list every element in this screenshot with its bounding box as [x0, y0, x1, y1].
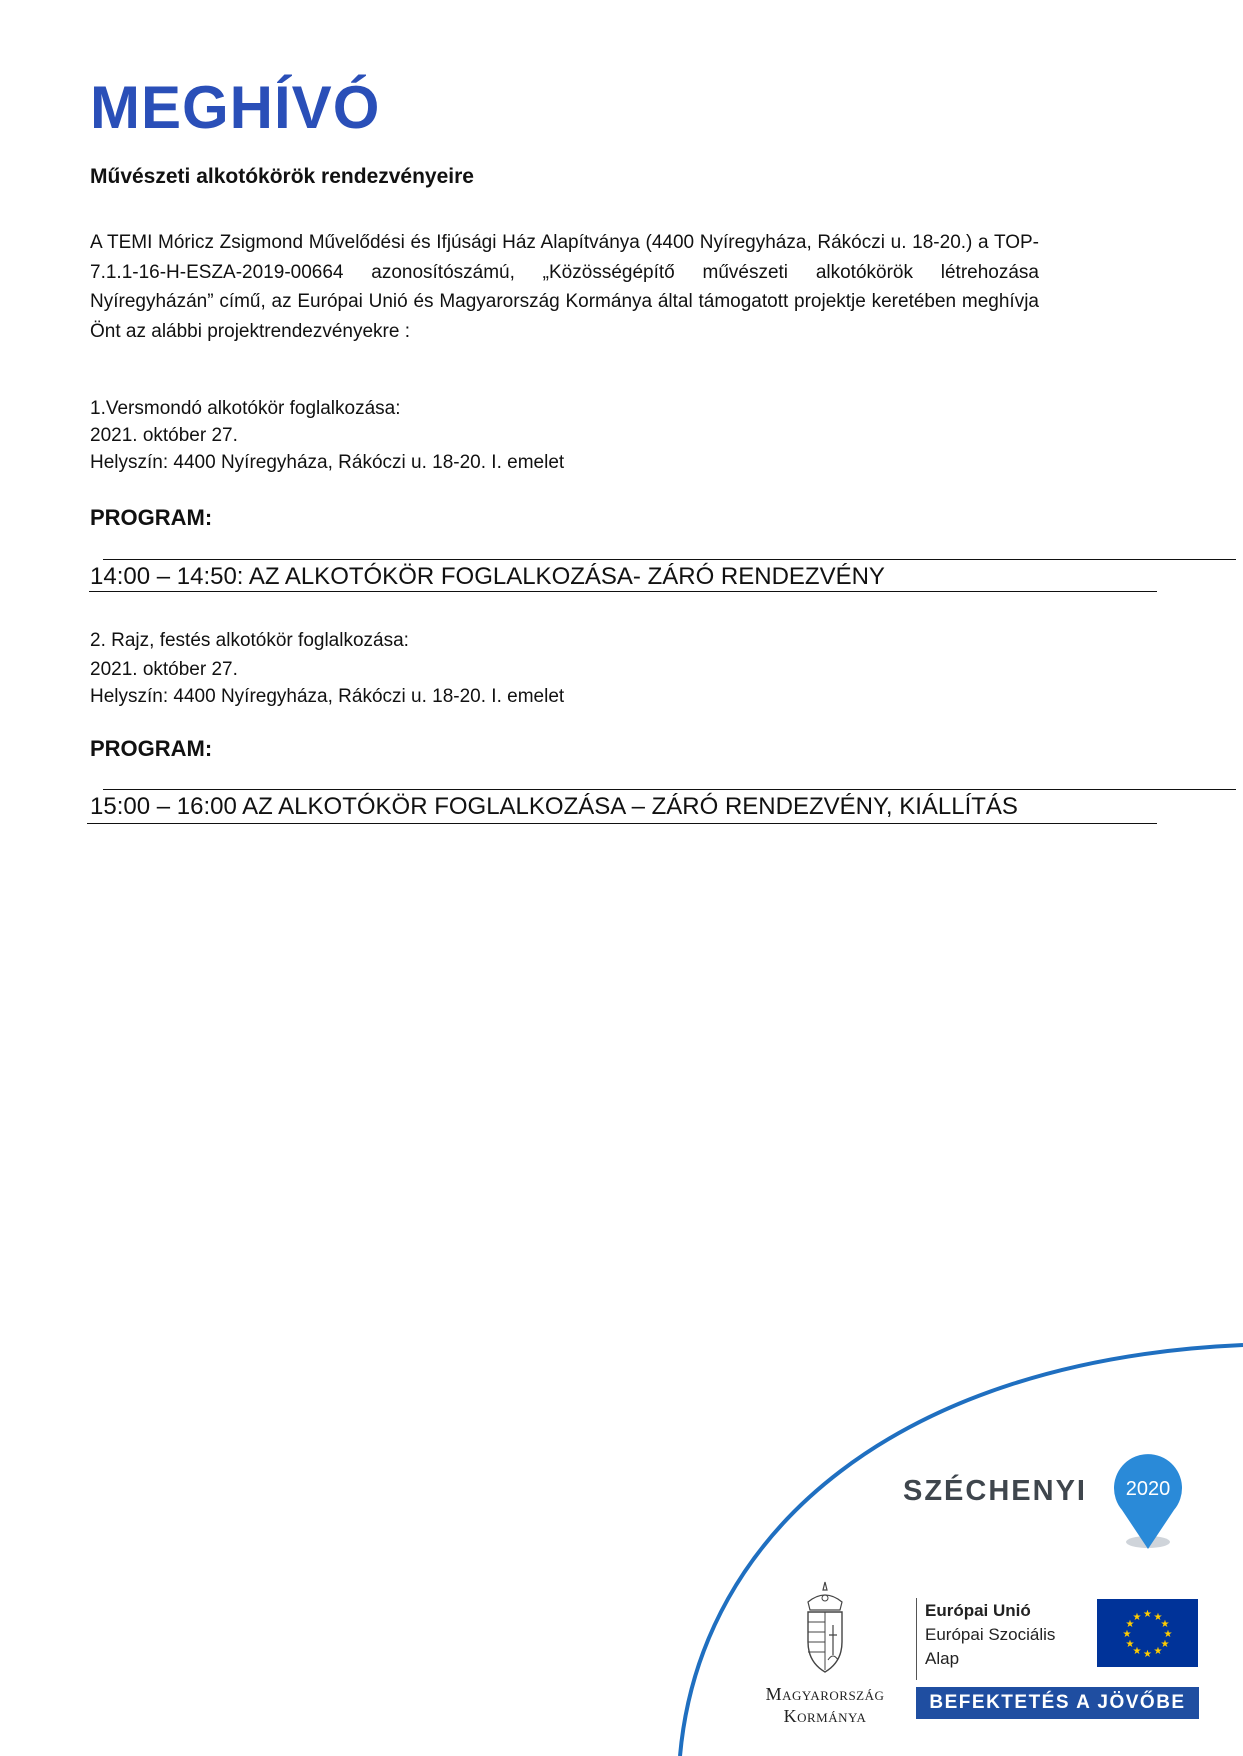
- eu-line-3: Alap: [925, 1649, 960, 1668]
- szechenyi-pin-icon: [1108, 1454, 1188, 1554]
- event-2-program-label: PROGRAM:: [90, 736, 213, 761]
- svg-text:★: ★: [1125, 1639, 1135, 1650]
- event-2-top-rule: [103, 789, 1236, 790]
- government-line-1: Magyarország: [765, 1684, 885, 1704]
- svg-text:★: ★: [1132, 1646, 1142, 1657]
- svg-text:★: ★: [1163, 1629, 1173, 1640]
- page-subtitle: Művészeti alkotókörök rendezvényeire: [90, 165, 474, 188]
- eu-line-1: Európai Unió: [925, 1601, 1031, 1620]
- svg-text:★: ★: [1153, 1612, 1163, 1623]
- event-1-heading: 1.Versmondó alkotókör foglalkozása:: [90, 398, 401, 419]
- event-2-heading: 2. Rajz, festés alkotókör foglalkozása:: [90, 630, 409, 651]
- event-1-date: 2021. október 27.: [90, 425, 238, 446]
- event-1-bottom-rule: [89, 591, 1157, 592]
- svg-text:★: ★: [1153, 1646, 1163, 1657]
- intro-paragraph: A TEMI Móricz Zsigmond Művelődési és Ifjúsági Ház Alapítványa (4400 Nyíregyháza, Rákóczi u. 18-20.) a TOP-7.1.1-16-H-ESZA-2019-00664 azonosítószámú, „Közösségépítő művészeti alkotókörök létrehozása Nyíregyházán” című, az Európai Unió és Magyarország Kormánya által támogatott projektje keretében meghívja Önt az alábbi projektrendezvényekre :: [90, 232, 1039, 342]
- svg-text:★: ★: [1122, 1629, 1132, 1640]
- government-line-2: Kormánya: [783, 1706, 867, 1726]
- event-1-top-rule: [103, 559, 1236, 560]
- government-logo-text: [750, 1683, 900, 1727]
- eu-text-block: [925, 1599, 1055, 1671]
- eu-flag-icon: [1097, 1599, 1198, 1667]
- event-2-location: Helyszín: 4400 Nyíregyháza, Rákóczi u. 18-20. I. emelet: [90, 686, 565, 707]
- hungarian-coat-of-arms-icon: [800, 1580, 850, 1680]
- svg-text:★: ★: [1160, 1619, 1170, 1630]
- event-2-program: 15:00 – 16:00 AZ ALKOTÓKÖR FOGLALKOZÁSA – ZÁRÓ RENDEZVÉNY, KIÁLLÍTÁS: [90, 793, 1018, 820]
- svg-text:★: ★: [1143, 1609, 1152, 1620]
- eu-divider: [916, 1598, 917, 1680]
- event-1-program-label: PROGRAM:: [90, 505, 213, 530]
- event-1-program: 14:00 – 14:50: AZ ALKOTÓKÖR FOGLALKOZÁSA- ZÁRÓ RENDEZVÉNY: [90, 563, 885, 590]
- eu-line-2: Európai Szociális: [925, 1625, 1056, 1644]
- svg-text:★: ★: [1125, 1619, 1135, 1630]
- event-2-date: 2021. október 27.: [90, 659, 238, 680]
- szechenyi-logo-text: SZÉCHENYI: [903, 1475, 1087, 1507]
- svg-text:★: ★: [1143, 1649, 1152, 1660]
- event-2-bottom-rule: [87, 823, 1157, 824]
- szechenyi-year: 2020: [1125, 1478, 1171, 1500]
- investing-in-future-banner: BEFEKTETÉS A JÖVŐBE: [916, 1687, 1199, 1719]
- svg-text:★: ★: [1132, 1612, 1142, 1623]
- svg-text:★: ★: [1160, 1639, 1170, 1650]
- page-title: MEGHÍVÓ: [90, 74, 381, 141]
- event-1-location: Helyszín: 4400 Nyíregyháza, Rákóczi u. 18-20. I. emelet: [90, 452, 565, 473]
